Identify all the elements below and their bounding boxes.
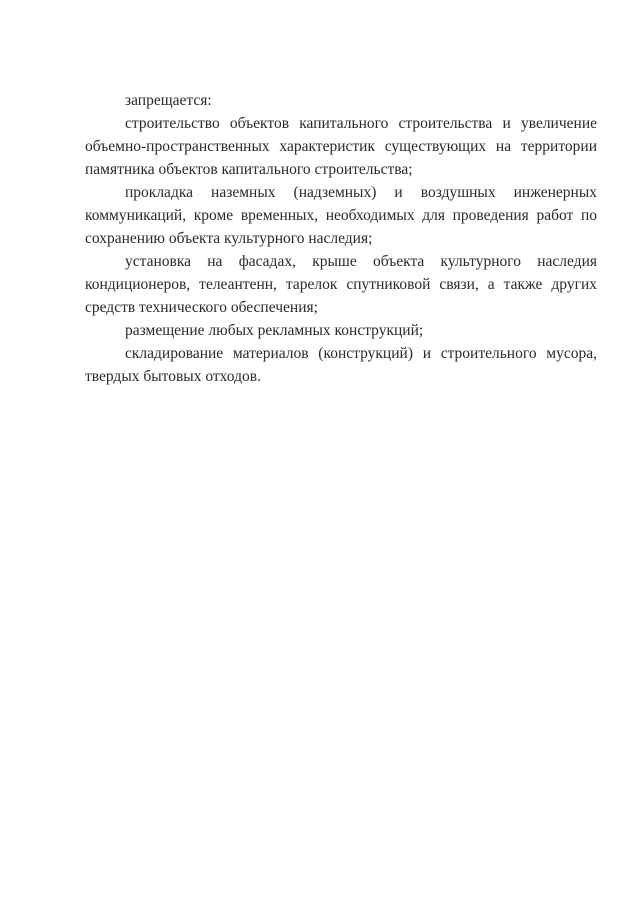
- paragraph-facade-equipment: установка на фасадах, крыше объекта культурного наследия кондиционеров, телеантенн, тарелок спутниковой связи, а также других средств технического обеспечения;: [85, 253, 597, 316]
- paragraph-storage: складирование материалов (конструкций) и строительного мусора, твердых бытовых отходов.: [85, 345, 597, 385]
- paragraph-utilities: прокладка наземных (надземных) и воздушных инженерных коммуникаций, кроме временных, необходимых для проведения работ по сохранению объекта культурного наследия;: [85, 184, 597, 247]
- paragraph-advertising: размещение любых рекламных конструкций;: [125, 322, 424, 339]
- paragraph-intro: запрещается:: [125, 92, 212, 109]
- document-body: [85, 89, 597, 388]
- paragraph-construction: строительство объектов капитального строительства и увеличение объемно-пространственных характеристик существующих на территории памятника объектов капитального строительства;: [85, 115, 597, 178]
